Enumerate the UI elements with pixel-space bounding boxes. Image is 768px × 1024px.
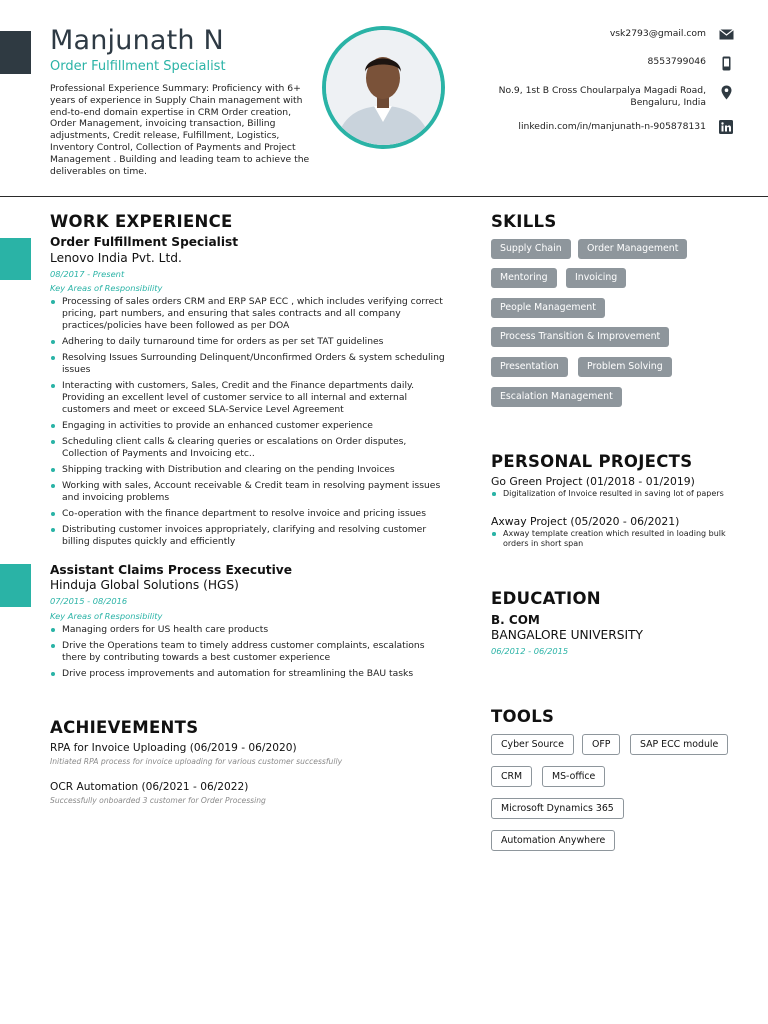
job-areas-label: Key Areas of Responsibility [50, 283, 163, 293]
list-item: Drive the Operations team to timely address customer complaints, escalations there by contributing towards a best customer experience [50, 640, 445, 664]
achievement-desc: Successfully onboarded 3 customer for Order Processing [50, 796, 266, 805]
address-line2: Bengaluru, India [630, 97, 706, 108]
project-title: Go Green Project (01/2018 - 01/2019) [491, 475, 695, 488]
tool-tag: Cyber Source [491, 734, 574, 755]
tool-tag: CRM [491, 766, 532, 787]
location-pin-icon [718, 84, 734, 100]
skill-tag: Presentation [491, 357, 568, 377]
profile-photo [322, 26, 445, 149]
work-experience-heading: WORK EXPERIENCE [50, 212, 233, 231]
list-item: Distributing customer invoices appropriately, clarifying and resolving customer billing disputes quickly and efficiently [50, 524, 445, 548]
job-dates: 07/2015 - 08/2016 [50, 596, 128, 606]
company-name: Lenovo India Pvt. Ltd. [50, 251, 182, 265]
header-accent-bar [0, 31, 31, 74]
list-item: Engaging in activities to provide an enhanced customer experience [50, 420, 445, 432]
company-name: Hinduja Global Solutions (HGS) [50, 578, 239, 592]
list-item: Working with sales, Account receivable & Credit team in resolving payment issues and invoicing problems [50, 480, 445, 504]
skill-tag: Escalation Management [491, 387, 622, 407]
job-responsibilities [50, 296, 445, 548]
linkedin-text[interactable]: linkedin.com/in/manjunath-n-905878131 [518, 121, 706, 132]
list-item: Axway template creation which resulted in loading bulk orders in short span [491, 529, 741, 548]
skill-tag: Process Transition & Improvement [491, 327, 669, 347]
skill-tag: Mentoring [491, 268, 557, 288]
job-dates: 08/2017 - Present [50, 269, 125, 279]
list-item: Interacting with customers, Sales, Credit and the Finance departments daily. Providing an excellent level of customer service to all internal and external customers and meet or exceed SLA-Service Level Agreement [50, 380, 445, 416]
tool-tag: MS-office [542, 766, 605, 787]
candidate-name: Manjunath N [50, 25, 224, 56]
job-areas-label: Key Areas of Responsibility [50, 611, 163, 621]
job-title: Order Fulfillment Specialist [50, 235, 239, 249]
address-line1: No.9, 1st B Cross Choularpalya Magadi Road, [498, 85, 706, 96]
tool-tag: OFP [582, 734, 620, 755]
skill-tag: Invoicing [566, 268, 626, 288]
envelope-icon [718, 26, 734, 42]
project-details [491, 489, 741, 499]
phone-text[interactable]: 8553799046 [647, 56, 706, 67]
list-item: Processing of sales orders CRM and ERP SAP ECC , which includes verifying correct pricing, part numbers, and ensuring that sales contracts and all company practices/policies have been followed as per DOA [50, 296, 445, 332]
email-text[interactable]: vsk2793@gmail.com [609, 28, 706, 39]
job-accent-bar [0, 238, 31, 280]
summary-text: Professional Experience Summary: Proficiency with 6+ years of experience in Supply Chain management with end-to-end domain expertise in CRM Order creation, Order Management, invoicing transaction, Billing adjustments, Credit release, Fulfillment, Logistics, Inventory Control, Collection of Payments and Project Management . Building and leading team to achieve the deliverables on time. [50, 83, 310, 177]
skills-heading: SKILLS [491, 212, 557, 231]
projects-heading: PERSONAL PROJECTS [491, 452, 693, 471]
list-item: Co-operation with the finance department to resolve invoice and pricing issues [50, 508, 445, 520]
list-item: Digitalization of Invoice resulted in saving lot of papers [491, 489, 741, 499]
achievement-title: RPA for Invoice Uploading (06/2019 - 06/2020) [50, 742, 297, 754]
list-item: Resolving Issues Surrounding Delinquent/Unconfirmed Orders & system scheduling issues [50, 352, 445, 376]
job-accent-bar [0, 564, 31, 607]
degree: B. COM [491, 613, 540, 627]
tool-tag: Automation Anywhere [491, 830, 615, 851]
list-item: Adhering to daily turnaround time for orders as per set TAT guidelines [50, 336, 445, 348]
linkedin-icon [718, 119, 734, 135]
list-item: Drive process improvements and automation for streamlining the BAU tasks [50, 668, 445, 680]
education-dates: 06/2012 - 06/2015 [491, 646, 569, 656]
list-item: Shipping tracking with Distribution and clearing on the pending Invoices [50, 464, 445, 476]
tool-tag: SAP ECC module [630, 734, 728, 755]
project-details [491, 529, 741, 548]
header-divider [0, 196, 768, 197]
list-item: Managing orders for US health care products [50, 624, 445, 636]
skill-tag: Problem Solving [578, 357, 672, 377]
education-heading: EDUCATION [491, 589, 601, 608]
achievement-title: OCR Automation (06/2021 - 06/2022) [50, 781, 249, 793]
phone-icon [718, 55, 734, 71]
school-name: BANGALORE UNIVERSITY [491, 628, 643, 642]
achievement-desc: Initiated RPA process for invoice uploading for various customer successfully [50, 757, 343, 766]
list-item: Scheduling client calls & clearing queries or escalations on Order disputes, Collection of Payments and Invoicing etc.. [50, 436, 445, 460]
tool-tag: Microsoft Dynamics 365 [491, 798, 624, 819]
achievements-heading: ACHIEVEMENTS [50, 718, 199, 737]
skill-tag: Order Management [578, 239, 687, 259]
skill-tag: Supply Chain [491, 239, 571, 259]
job-responsibilities [50, 624, 445, 680]
skill-tag: People Management [491, 298, 605, 318]
job-title: Assistant Claims Process Executive [50, 563, 293, 577]
project-title: Axway Project (05/2020 - 06/2021) [491, 515, 680, 528]
tools-heading: TOOLS [491, 707, 555, 726]
headline: Order Fulfillment Specialist [50, 59, 226, 74]
